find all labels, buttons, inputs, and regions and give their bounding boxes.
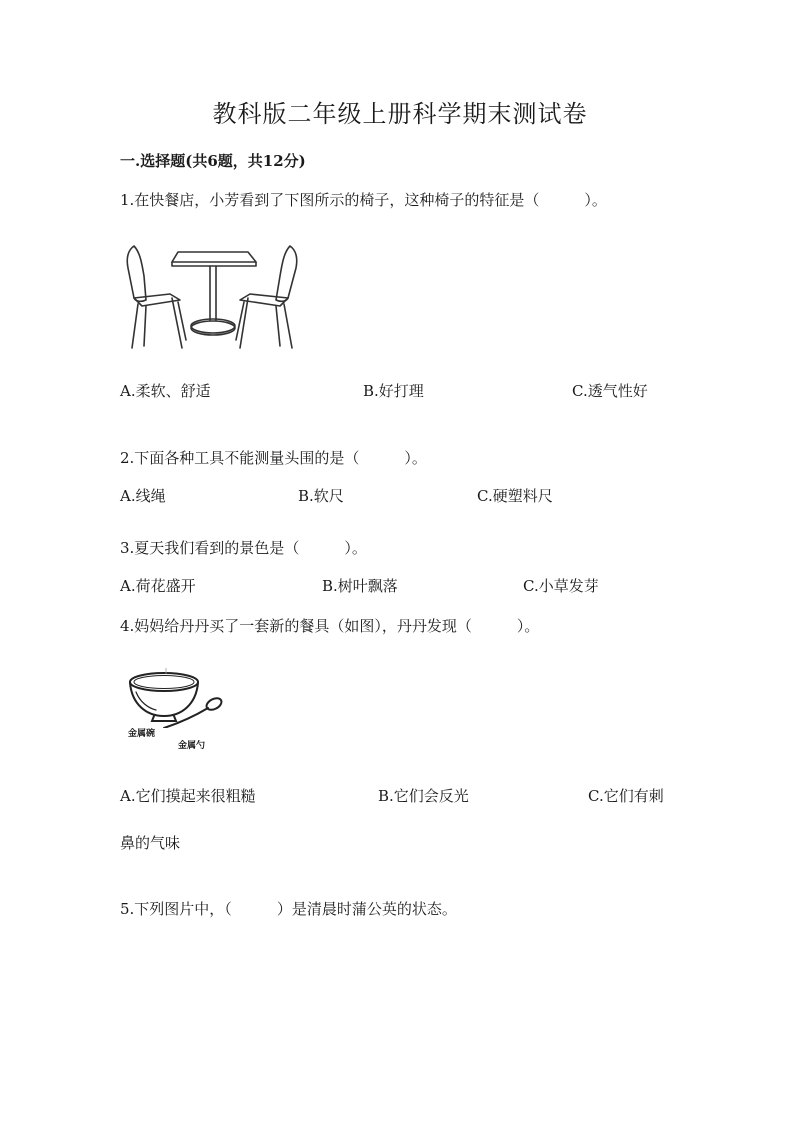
question-1-option-b[interactable]: B.好打理 (363, 382, 424, 400)
question-1-stem: 1.在快餐店，小芳看到了下图所示的椅子，这种椅子的特征是（ ）。 (120, 191, 607, 209)
question-2-option-c[interactable]: C.硬塑料尺 (477, 487, 553, 505)
question-3-option-b[interactable]: B.树叶飘落 (322, 577, 398, 595)
question-4-option-a[interactable]: A.它们摸起来很粗糙 (120, 787, 256, 805)
spoon-label: 金属勺 (178, 741, 206, 751)
question-2-option-a[interactable]: A.线绳 (120, 487, 166, 505)
table-chairs-illustration (120, 236, 305, 351)
bowl-spoon-figure (122, 668, 227, 752)
bowl-spoon-illustration (122, 668, 227, 728)
question-3-stem: 3.夏天我们看到的景色是（ ）。 (120, 539, 367, 557)
question-5-stem: 5.下列图片中，（ ）是清晨时蒲公英的状态。 (120, 900, 457, 918)
question-1-option-a[interactable]: A.柔软、舒适 (120, 382, 211, 400)
question-4-option-b[interactable]: B.它们会反光 (378, 787, 469, 805)
table-chairs-figure (120, 236, 305, 351)
question-4-stem: 4.妈妈给丹丹买了一套新的餐具（如图），丹丹发现（ ）。 (120, 617, 540, 635)
question-3-option-c[interactable]: C.小草发芽 (523, 577, 599, 595)
question-1-option-c[interactable]: C.透气性好 (572, 382, 648, 400)
question-2-option-b[interactable]: B.软尺 (298, 487, 344, 505)
question-4-option-c-continuation: 鼻的气味 (120, 834, 181, 852)
bowl-label: 金属碗 (128, 729, 156, 739)
page-title: 教科版二年级上册科学期末测试卷 (212, 100, 588, 128)
question-2-stem: 2.下面各种工具不能测量头围的是（ ）。 (120, 449, 427, 467)
section-heading: 一.选择题(共6题，共12分) (120, 152, 306, 170)
question-3-option-a[interactable]: A.荷花盛开 (120, 577, 196, 595)
question-4-option-c[interactable]: C.它们有刺 (588, 787, 664, 805)
